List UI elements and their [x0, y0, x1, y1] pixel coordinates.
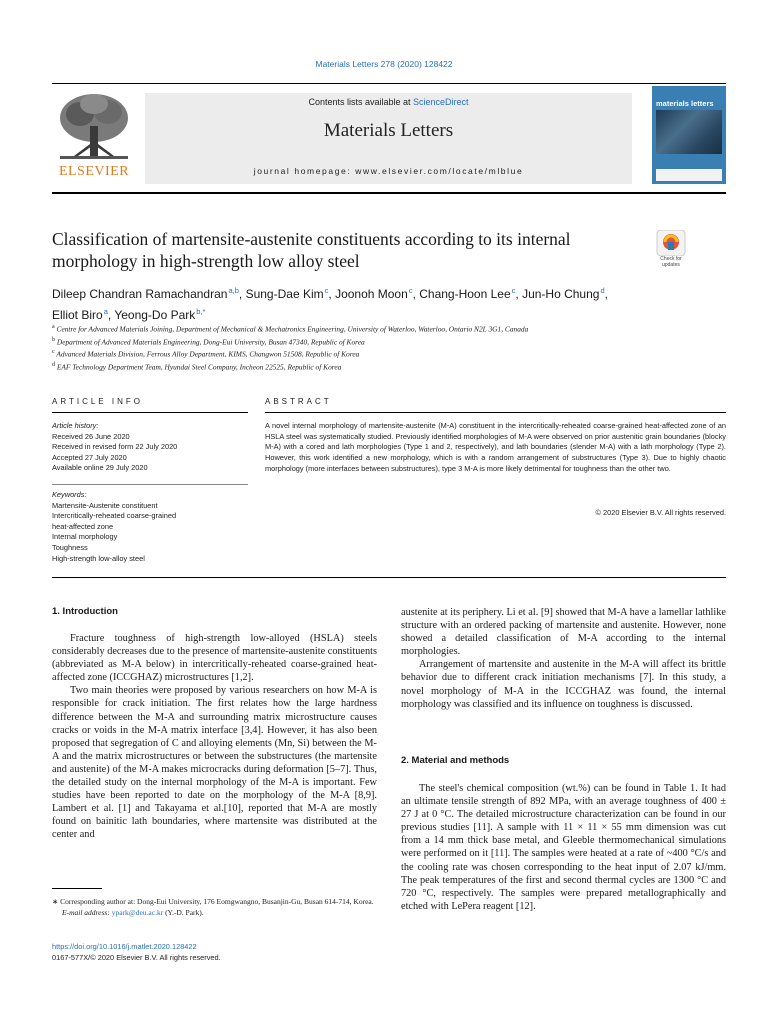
- keyword: Intercritically-reheated coarse-grained: [52, 511, 177, 521]
- journal-homepage-line: [145, 166, 632, 176]
- sciencedirect-link[interactable]: ScienceDirect: [413, 97, 469, 107]
- history-item: Received in revised form 22 July 2020: [52, 442, 178, 452]
- author-name: Sung-Dae Kim: [245, 287, 324, 301]
- article-info-heading: ARTICLE INFO: [52, 397, 143, 406]
- author-1[interactable]: [246, 287, 329, 301]
- section-methods-title: 2. Material and methods: [401, 755, 510, 766]
- article-history: [52, 421, 248, 474]
- author-2[interactable]: [335, 287, 413, 301]
- author-affil-sup[interactable]: c: [324, 286, 329, 295]
- author-affil-sup[interactable]: a: [103, 307, 108, 316]
- email-suffix: (Y.-D. Park).: [163, 908, 204, 917]
- history-label: Article history:: [52, 421, 99, 430]
- section-introduction-title: 1. Introduction: [52, 606, 118, 617]
- cover-image: [656, 110, 722, 154]
- corresponding-author-footnote: [52, 896, 377, 918]
- keyword: Martensite-Austenite constituent: [52, 500, 158, 510]
- author-0[interactable]: [52, 287, 239, 301]
- intro-paragraph-4: Arrangement of martensite and austenite in the M-A will affect its brittle behavior due to different crack initiation mechanisms [7]. In this study, a novel morphology of M-A in the ICCGHAZ was found, the internal morphology was classified and its influence on toughness is discussed.: [401, 659, 726, 710]
- homepage-link[interactable]: www.elsevier.com/locate/mlblue: [355, 166, 524, 176]
- intro-paragraph-3: austenite at its periphery. Li et al. [9] showed that M-A have a lamellar lathlike structure with an ordered packing of martensite and austenite. However, none showed a detailed classification of M-A according to the internal morphologies.: [401, 607, 726, 658]
- affiliations: [52, 322, 726, 373]
- corresponding-address: Corresponding author at: Dong-Eui University, 176 Eomgwangno, Busanjin-Gu, Busan 614-714, Korea.: [60, 897, 374, 906]
- doi-link[interactable]: https://doi.org/10.1016/j.matlet.2020.128422: [52, 942, 197, 951]
- author-name: Yeong-Do Park: [114, 308, 196, 322]
- keyword: heat-affected zone: [52, 521, 114, 531]
- author-name: Chang-Hoon Lee: [419, 287, 511, 301]
- header-top-rule: [52, 83, 726, 84]
- affil-sup: d: [52, 362, 55, 369]
- methods-paragraph-1: The steel's chemical composition (wt.%) can be found in Table 1. It had an ultimate tensile strength of 892 MPa, with an average toughness of 400 ± 27 J at 0 °C. The detailed microstructure characterization can be found in our previous studies [11]. A sample with 11 × 11 × 55 mm dimension was cut from a 14 mm thick base metal, and Gleeble thermomechanical simulations were performed on it [11]. The samples were heated at a rate of ~400 °C/s and the cooling rate was chosen corresponding to the heat input of 2.07 kJ/mm. The peak temperatures of the first and second thermal cycles are 1300 °C and 720 °C, respectively. The samples were prepared metallographically and etched with LePera reagent [12].: [401, 783, 726, 912]
- author-list: Dileep Chandran Ramachandran $^{a,b}$, Sung-Dae Kim $^c$, Joonoh Moon $^c$, Chang-Hoon Lee $^c$, Jun-Ho Chung $^d$, Elliot Biro $^a$, Yeong-Do Park $^{b,*}$: [52, 286, 608, 322]
- check-updates-label: Check for updates: [660, 256, 682, 268]
- affiliation-d: [52, 360, 726, 373]
- body-right-column-top: [401, 606, 726, 711]
- paper-title: Classification of martensite-austenite constituents according to its internal morphology in high-strength low alloy steel: [52, 229, 571, 271]
- author-6[interactable]: [114, 308, 205, 322]
- abstract-heading: ABSTRACT: [265, 397, 332, 406]
- affiliation-b: [52, 335, 726, 348]
- doi-block: [52, 942, 377, 963]
- body-right-column-methods: [401, 782, 726, 913]
- affil-text: EAF Technology Department Team, Hyundai Steel Company, Incheon 22525, Republic of Korea: [56, 362, 342, 372]
- intro-paragraph-1: Fracture toughness of high-strength low-alloyed (HSLA) steels considerably decreases due to the presence of martensite-austenite constituents (abbreviated as M-A below) in intercritically-reheated coarse-grained heat-affected zone (ICCGHAZ) microstructures [1,2].: [52, 633, 377, 684]
- author-affil-sup[interactable]: c: [408, 286, 413, 295]
- body-left-column: [52, 632, 377, 842]
- author-name: Joonoh Moon: [335, 287, 408, 301]
- issn-line: 0167-577X/© 2020 Elsevier B.V. All rights reserved.: [52, 952, 221, 962]
- abstract-text: A novel internal morphology of martensite-austenite (M-A) constituent in the intercritically-reheated coarse-grained heat-affected zone of an HSLA steel was systematically studied. Previously identified morphologies of M-A were observed on prior austenitic grain boundaries (blocky M-A) with a cored and lath morphologies (Type 1 and 2, respectively), and lath boundaries (slender M-A) with a lath morphology (Type 2). However, this work identified a new morphology, which is with a random arrangement of substructures (Type 3). Due to highly chaotic morphology (more interfaces between substructures), type 3 M-A is more likely detrimental for toughness than the other two.: [265, 421, 726, 473]
- author-affil-sup[interactable]: d: [600, 286, 605, 295]
- keyword: Internal morphology: [52, 532, 118, 542]
- contents-prefix: Contents lists available at: [308, 97, 414, 107]
- keywords-label: Keywords:: [52, 490, 87, 499]
- author-affil-sup[interactable]: b,*: [196, 307, 206, 316]
- keyword: High-strength low-alloy steel: [52, 553, 145, 563]
- cover-footer: [656, 169, 722, 181]
- contents-line: [145, 97, 632, 107]
- elsevier-logo[interactable]: [52, 86, 136, 184]
- author-affil-sup[interactable]: c: [511, 286, 516, 295]
- author-name: Dileep Chandran Ramachandran: [52, 287, 228, 301]
- keywords: [52, 490, 248, 564]
- journal-title: Materials Letters: [323, 120, 454, 141]
- article-info-rule: [52, 412, 248, 413]
- affiliation-c: [52, 347, 726, 360]
- author-4[interactable]: [522, 287, 605, 301]
- email-label: E-mail address:: [62, 908, 112, 917]
- author-name: Elliot Biro: [52, 308, 103, 322]
- check-updates-icon: [651, 230, 691, 256]
- history-item: Available online 29 July 2020: [52, 463, 148, 473]
- elsevier-wordmark: ELSEVIER: [58, 164, 130, 179]
- footnote-rule: [52, 888, 102, 889]
- keywords-divider: [52, 484, 248, 485]
- journal-cover-thumbnail[interactable]: [652, 86, 726, 184]
- email-line: [52, 907, 377, 918]
- affil-text: Department of Advanced Materials Engineering, Dong-Eui University, Busan 47340, Republic of Korea: [56, 337, 365, 347]
- keyword: Toughness: [52, 542, 88, 552]
- homepage-prefix: journal homepage:: [253, 166, 356, 176]
- author-affil-sup[interactable]: a,b: [228, 286, 239, 295]
- affil-sup: b: [52, 336, 55, 343]
- journal-header-box: [145, 93, 632, 184]
- abstract-copyright: © 2020 Elsevier B.V. All rights reserved.: [595, 508, 726, 517]
- journal-citation[interactable]: Materials Letters 278 (2020) 128422: [315, 59, 453, 69]
- affil-sup: a: [52, 324, 55, 330]
- affiliation-a: [52, 322, 726, 335]
- history-item: Accepted 27 July 2020: [52, 452, 127, 462]
- email-link[interactable]: ypark@deu.ac.kr: [111, 908, 164, 917]
- author-3[interactable]: [419, 287, 515, 301]
- intro-paragraph-2: Two main theories were proposed by various researchers on how M-A is responsible for crack initiation. The first relates how the large hardness difference between the M-A and surrounding matrix microstructure causes cracks or voids in the M-A matrix interface [3,4]. However, it has also been proposed that segregation of C and alloying elements (Mn, Si) between the M-A and the matrix microstructures or between the substructures (the martensite and austenite) of the M-A makes microcracks during deformation [5–7]. Thus, the detailed study on the internal morphology of the M-A is important. Few studies have been reported to date on the morphology of the M-A [8,9]. Lambert et al. [1] and Takayama et al.[10], reported that M-A are mostly found on bainitic lath boundaries, where martensite was distributed at the center and: [52, 685, 377, 841]
- author-name: Jun-Ho Chung: [522, 287, 600, 301]
- abstract-bottom-rule: [52, 577, 726, 578]
- check-for-updates-button[interactable]: [651, 230, 691, 268]
- corresponding-text: ∗ Corresponding author at: Dong-Eui University, 176 Eomgwangno, Busanjin-Gu, Busan 614-714, Korea.: [52, 897, 374, 906]
- author-5[interactable]: [52, 308, 108, 322]
- affil-text: Advanced Materials Division, Ferrous Alloy Department, KIMS, Changwon 51508, Republic of Korea: [56, 349, 360, 359]
- abstract-rule: [265, 412, 726, 413]
- affil-sup: c: [52, 349, 55, 356]
- header-bottom-rule: [52, 192, 726, 194]
- affil-text: Centre for Advanced Materials Joining, Department of Mechanical & Mechatronics Engineering, University of Waterloo, Waterloo, Ontario N2L 3G1, Canada: [56, 324, 529, 334]
- cover-title: materials letters: [656, 99, 714, 108]
- history-item: Received 26 June 2020: [52, 431, 130, 441]
